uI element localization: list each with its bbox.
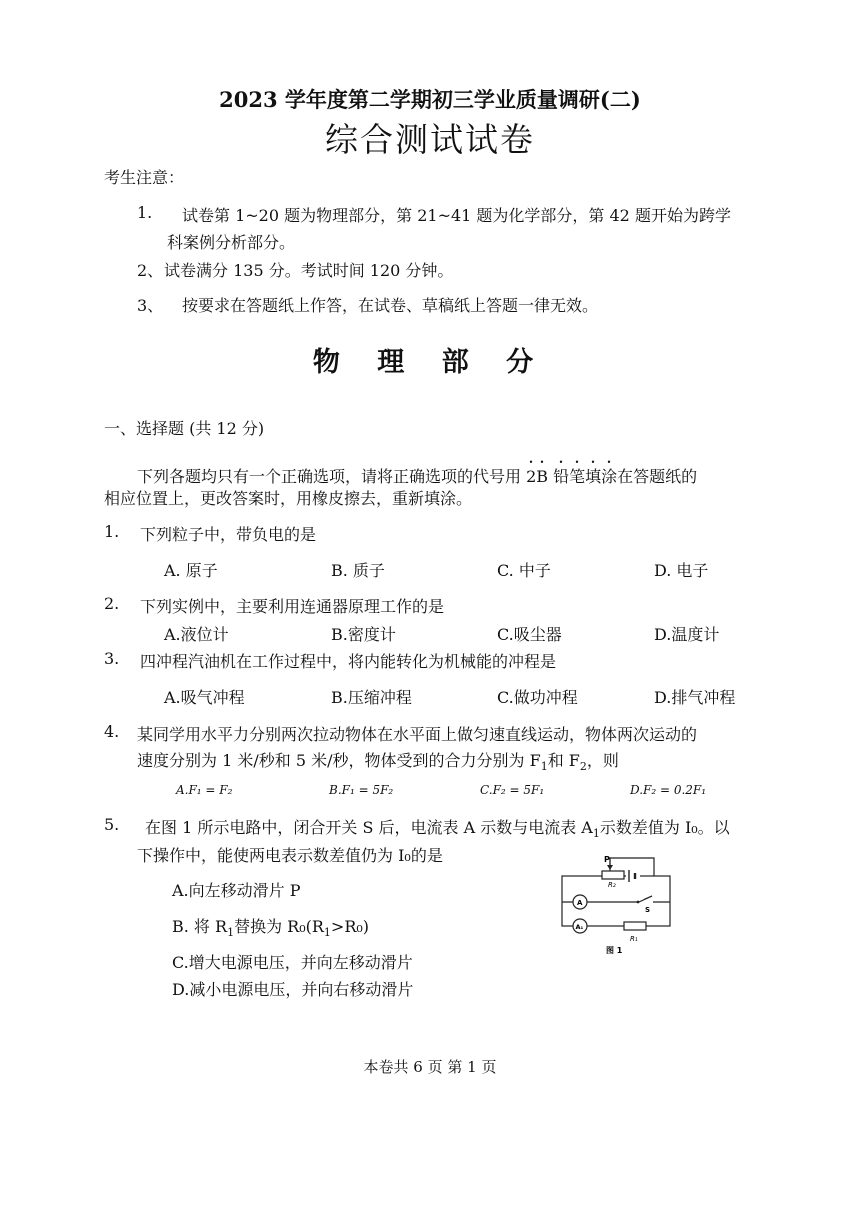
switch-gap — [639, 899, 653, 905]
exam-title: 2023 学年度第二学期初三学业质量调研(二) — [219, 87, 641, 112]
q2-option-d: D.温度计 — [654, 625, 720, 644]
q3-option-d: D.排气冲程 — [654, 688, 736, 707]
part1-instructions-cont: 相应位置上，更改答案时，用橡皮擦去，重新填涂。 — [104, 489, 473, 508]
q4-stem2-c: ，则 — [586, 751, 619, 770]
q4-sub-1: 1 — [540, 760, 548, 774]
q1-option-c: C. 中子 — [497, 561, 551, 580]
q4-option-d: D.F₂ = 0.2F₁ — [630, 783, 707, 797]
notice-item-1-cont: 科案例分析部分。 — [167, 233, 296, 252]
r1-label: R₁ — [630, 935, 638, 943]
q4-option-b: B.F₁ = 5F₂ — [329, 783, 394, 797]
q2-option-c: C.吸尘器 — [497, 625, 562, 644]
battery-gap — [626, 870, 640, 882]
q1-stem: 下列粒子中，带负电的是 — [140, 525, 317, 544]
q5-stem — [145, 815, 730, 840]
q5-option-b-a: B. 将 R — [172, 917, 228, 936]
q3-num: 3. — [104, 649, 120, 668]
circuit-figure — [556, 852, 676, 960]
q5-sub-1: 1 — [592, 827, 600, 841]
switch-pivot — [637, 901, 640, 904]
q5-option-b — [172, 914, 369, 939]
q5-option-b-rest: 替换为 R₀(R — [234, 917, 324, 936]
section-title: 物 理 部 分 — [312, 347, 548, 378]
notice-heading: 考生注意： — [104, 168, 185, 187]
ammeter-a-label: A — [577, 899, 583, 907]
q4-num: 4. — [104, 722, 120, 741]
q4-option-c: C.F₂ = 5F₁ — [480, 783, 545, 797]
notice-item-2: 试卷满分 135 分。考试时间 120 分钟。 — [164, 261, 454, 280]
ammeter-a1-label: A₁ — [575, 923, 584, 931]
notice-item-1-num: 1. — [137, 203, 153, 222]
r2-label: R₂ — [608, 881, 616, 889]
r2-resistor — [602, 871, 624, 879]
instr-emphasis: 2B 铅笔填涂 — [526, 467, 618, 486]
r1-resistor — [624, 922, 646, 930]
q4-option-a: A.F₁ = F₂ — [176, 783, 233, 797]
q4-stem2-a: 速度分别为 1 米/秒和 5 米/秒，物体受到的合力分别为 F — [137, 751, 541, 770]
q3-option-a: A.吸气冲程 — [164, 688, 245, 707]
q2-num: 2. — [104, 594, 120, 613]
q2-stem: 下列实例中，主要利用连通器原理工作的是 — [140, 597, 445, 616]
q1-option-b: B. 质子 — [331, 561, 385, 580]
q4-stem2-b: 和 F — [547, 751, 580, 770]
q4-sub-2: 2 — [579, 760, 587, 774]
q1-option-d: D. 电子 — [654, 561, 709, 580]
slider-label: P — [604, 855, 610, 864]
q2-option-a: A.液位计 — [164, 625, 229, 644]
q3-option-b: B.压缩冲程 — [331, 688, 412, 707]
figure-caption: 图 1 — [606, 946, 623, 955]
switch-label: S — [645, 906, 651, 914]
instr-a: 下列各题均只有一个正确选项，请将正确选项的代号用 — [137, 467, 527, 486]
q5-option-a: A.向左移动滑片 P — [172, 881, 301, 900]
q5-stem-b: 示数差值为 I₀。以 — [599, 818, 730, 837]
q5-option-c: C.增大电源电压，并向左移动滑片 — [172, 953, 413, 972]
q3-option-c: C.做功冲程 — [497, 688, 578, 707]
notice-item-1: 试卷第 1~20 题为物理部分，第 21~41 题为化学部分，第 42 题开始为跨学 — [182, 206, 731, 225]
exam-subtitle: 综合测试试卷 — [325, 120, 535, 159]
q5-stem-cont: 下操作中，能使两电表示数差值仍为 I₀的是 — [137, 846, 443, 865]
instr-c: 在答题纸的 — [617, 467, 698, 486]
page-footer: 本卷共 6 页 第 1 页 — [363, 1058, 497, 1076]
q5-option-d: D.减小电源电压，并向右移动滑片 — [172, 980, 414, 999]
q4-stem-cont — [137, 748, 619, 773]
slider-arrow — [607, 865, 613, 870]
q1-option-a: A. 原子 — [164, 561, 218, 580]
part1-heading: 一、选择题 (共 12 分) — [104, 419, 265, 438]
q4-stem: 某同学用水平力分别两次拉动物体在水平面上做匀速直线运动，物体两次运动的 — [137, 725, 698, 744]
q5-num: 5. — [104, 815, 120, 834]
notice-item-3: 按要求在答题纸上作答，在试卷、草稿纸上答题一律无效。 — [182, 296, 599, 315]
q3-stem: 四冲程汽油机在工作过程中，将内能转化为机械能的冲程是 — [140, 652, 557, 671]
q5-option-b-end: >R₀) — [330, 917, 370, 936]
q5-stem-a: 在图 1 所示电路中，闭合开关 S 后，电流表 A 示数与电流表 A — [145, 818, 593, 837]
q2-option-b: B.密度计 — [331, 625, 396, 644]
q5-option-b-sub: 1 — [227, 926, 235, 940]
notice-item-2-num: 2、 — [137, 261, 164, 280]
q1-num: 1. — [104, 522, 120, 541]
q5-option-b-sub2: 1 — [323, 926, 331, 940]
part1-instructions — [137, 458, 697, 487]
notice-item-3-num: 3、 — [137, 296, 164, 315]
